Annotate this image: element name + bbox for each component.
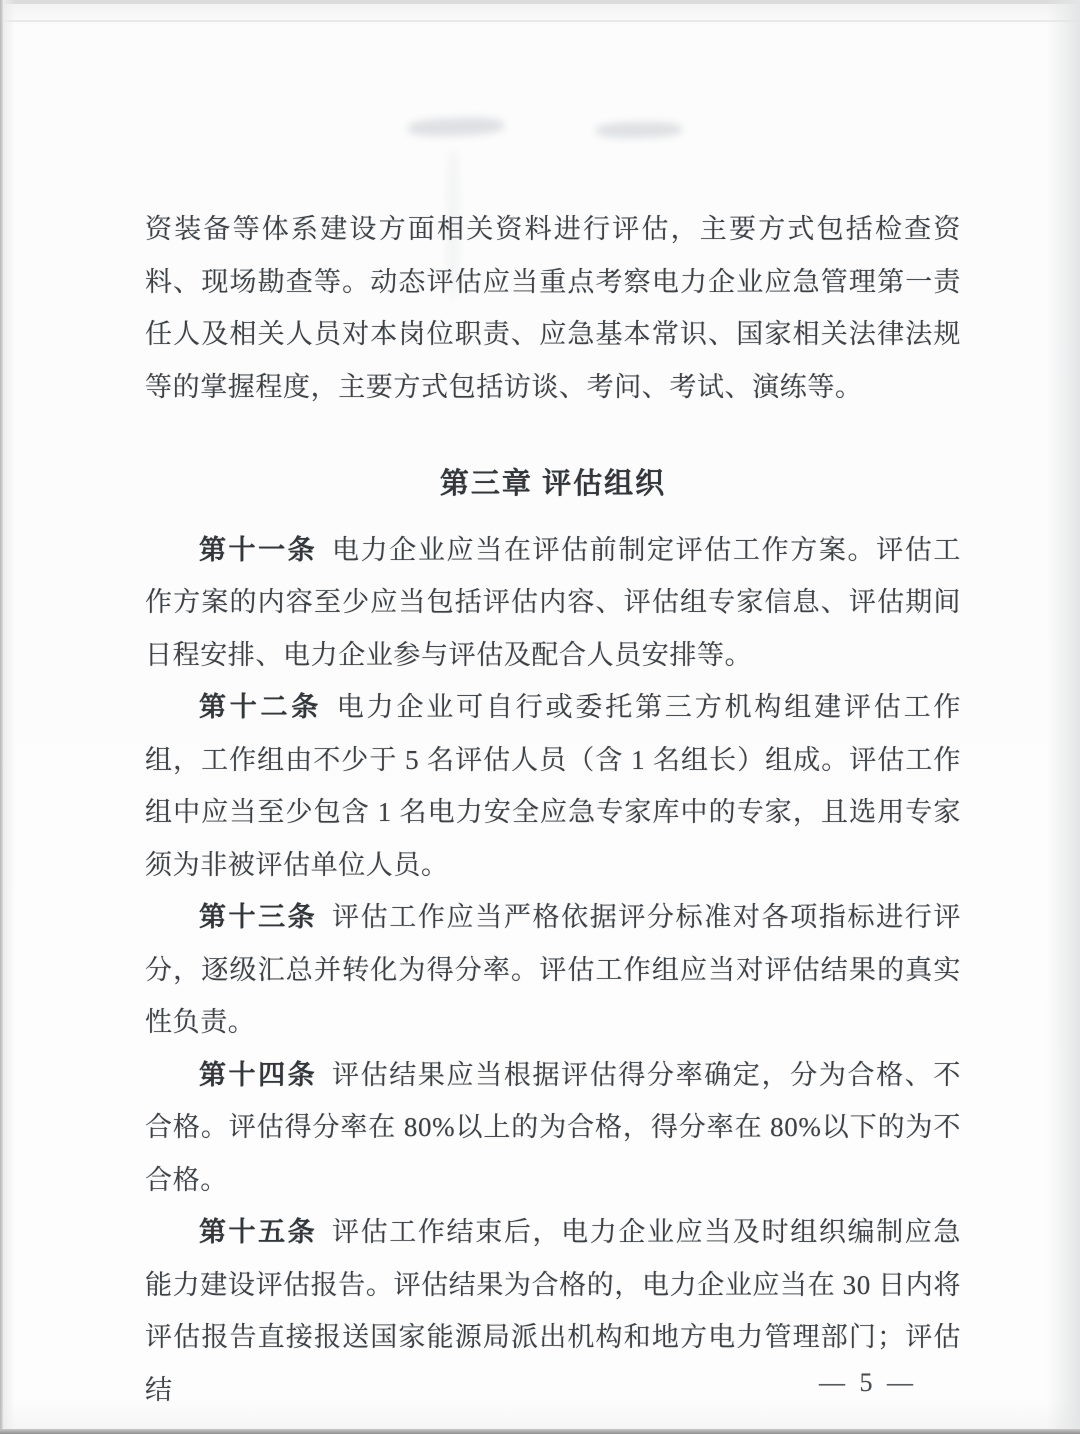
chapter-heading: 第三章 评估组织 (439, 468, 667, 500)
article-14 (145, 1049, 961, 1207)
article-11-text: 电力企业应当在评估前制定评估工作方案。评估工作方案的内容至少应当包括评估内容、评估组专家信息、评估期间日程安排、电力企业参与评估及配合人员安排等。 (145, 534, 961, 670)
document-text-block (145, 203, 961, 1416)
article-15-text: 评估工作结束后，电力企业应当及时组织编制应急能力建设评估报告。评估结果为合格的，电力企业应当在 30 日内将评估报告直接报送国家能源局派出机构和地方电力管理部门；评估结 (145, 1217, 961, 1405)
scan-smudge (408, 116, 505, 137)
article-11 (145, 524, 961, 682)
article-13 (145, 891, 961, 1049)
article-12 (145, 681, 961, 891)
scan-edge-bottom (0, 1429, 1080, 1434)
scan-edge-top-line (0, 20, 1080, 22)
article-11-label: 第十一条 (199, 534, 318, 565)
intro-paragraph (145, 203, 961, 413)
article-12-text: 电力企业可自行或委托第三方机构组建评估工作组，工作组由不少于 5 名评估人员（含 1 名组长）组成。评估工作组中应当至少包含 1 名电力安全应急专家库中的专家，且选用专家须为非被评估单位人员。 (145, 692, 962, 880)
article-13-label: 第十三条 (199, 902, 318, 932)
scan-edge-top (0, 0, 1080, 4)
scan-smudge (596, 121, 682, 138)
intro-paragraph-text: 资装备等体系建设方面相关资料进行评估，主要方式包括检查资料、现场勘查等。动态评估应当重点考察电力企业应急管理第一责任人及相关人员对本岗位职责、应急基本常识、国家相关法律法规等的掌握程度，主要方式包括访谈、考问、考试、演练等。 (145, 214, 961, 402)
article-14-text: 评估结果应当根据评估得分率确定，分为合格、不合格。评估得分率在 80%以上的为合格，得分率在 80%以下的为不合格。 (145, 1059, 961, 1195)
scan-edge-right-shadow (1046, 0, 1080, 1434)
article-15-label: 第十五条 (199, 1217, 318, 1247)
scan-edge-left-shadow (3, 0, 15, 1434)
article-14-label: 第十四条 (199, 1059, 318, 1090)
article-12-label: 第十二条 (199, 692, 322, 722)
article-13-text: 评估工作应当严格依据评分标准对各项指标进行评分，逐级汇总并转化为得分率。评估工作组应当对评估结果的真实性负责。 (145, 902, 961, 1037)
page-number: — 5 — (819, 1368, 917, 1397)
